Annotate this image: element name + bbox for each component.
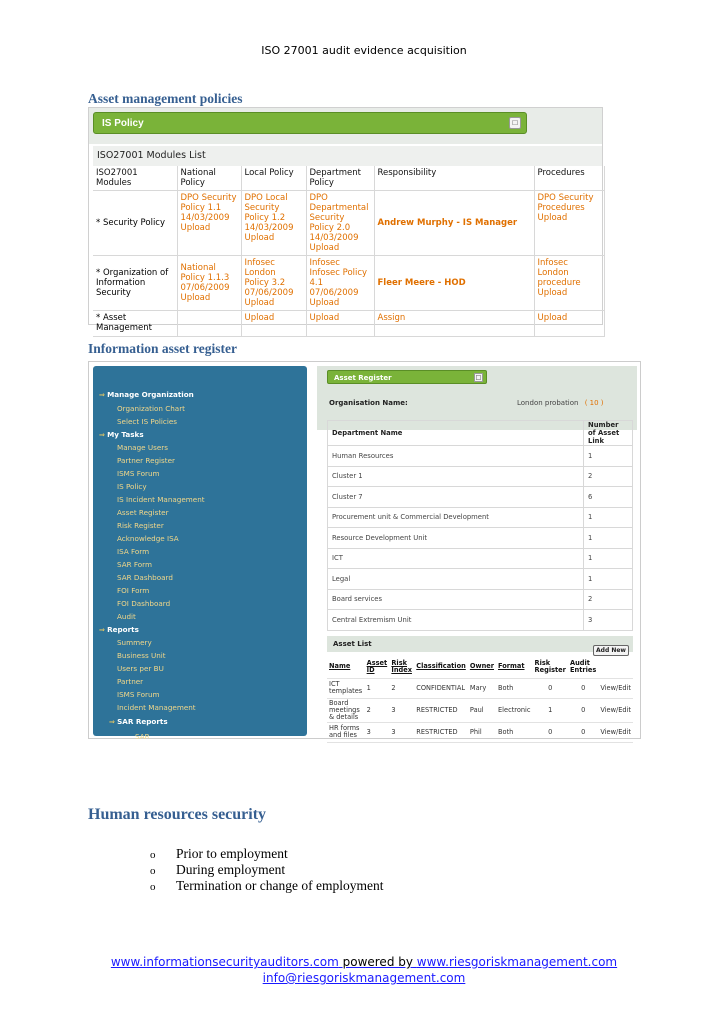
col-header: Procedures — [534, 166, 605, 191]
arrow-icon: ⇒ — [109, 718, 118, 726]
org-value — [517, 399, 604, 407]
local-policy-link[interactable]: Upload — [241, 311, 306, 337]
bullet-icon: o — [150, 849, 156, 861]
sidebar-item[interactable] — [117, 703, 196, 712]
list-item — [150, 878, 384, 894]
sidebar-item[interactable] — [117, 482, 147, 491]
table-row[interactable] — [328, 610, 633, 631]
sidebar-item[interactable] — [117, 612, 136, 621]
view-edit-link[interactable]: View/Edit — [598, 698, 633, 722]
asset-cell-risk: 2 — [389, 678, 414, 698]
local-policy-link[interactable]: Infosec London Policy 3.2 07/06/2009 Upload — [241, 256, 306, 311]
view-edit-link[interactable]: View/Edit — [598, 722, 633, 742]
sidebar-item[interactable] — [99, 390, 194, 399]
table-row[interactable] — [328, 507, 633, 528]
asset-link-count[interactable]: 2 — [584, 466, 633, 487]
col-header: Responsibility — [374, 166, 534, 191]
asset-register-title: Asset Register — [334, 374, 392, 382]
asset-cell-name: ICT templates — [327, 678, 365, 698]
sidebar-item-label: Incident Management — [117, 703, 196, 712]
asset-cell-ae[interactable]: 0 — [568, 678, 598, 698]
page-header: ISO 27001 audit evidence acquisition — [261, 44, 467, 57]
asset-register-screenshot — [88, 361, 641, 739]
footer-link-riesgo[interactable]: www.riesgoriskmanagement.com — [416, 955, 618, 969]
col-header: Risk Index — [389, 656, 414, 678]
asset-register-bar[interactable] — [327, 370, 487, 384]
sidebar-item[interactable] — [117, 456, 175, 465]
asset-cell-name: HR forms and files — [327, 722, 365, 742]
asset-cell-class: RESTRICTED — [414, 722, 468, 742]
sidebar-item-label: ISMS Forum — [117, 469, 160, 478]
sidebar-item-label: Organization Chart — [117, 404, 185, 413]
list-item — [150, 846, 384, 862]
col-header: National Policy — [177, 166, 241, 191]
table-row — [93, 256, 605, 311]
asset-register-main — [317, 366, 637, 738]
sidebar-item[interactable] — [117, 495, 205, 504]
asset-link-count[interactable]: 1 — [584, 507, 633, 528]
department-name: Board services — [328, 589, 584, 610]
module-name: * Security Policy — [93, 191, 177, 256]
sidebar-item[interactable] — [99, 625, 139, 634]
sidebar-item-label: Partner — [117, 677, 144, 686]
table-row[interactable] — [328, 466, 633, 487]
sidebar-item[interactable] — [117, 586, 149, 595]
bullet-icon: o — [150, 865, 156, 877]
sidebar-item-label: IS Incident Management — [117, 495, 205, 504]
list-item-text: During employment — [176, 862, 286, 877]
asset-cell-owner: Phil — [468, 722, 496, 742]
sidebar-item-label: Manage Users — [117, 443, 168, 452]
footer-line-1 — [0, 955, 728, 969]
table-row — [93, 311, 605, 337]
sidebar-item[interactable] — [135, 732, 150, 741]
sidebar-item-label: Business Unit — [117, 651, 166, 660]
col-header: Format — [496, 656, 533, 678]
sidebar-item[interactable] — [117, 469, 160, 478]
section-heading-info-register: Information asset register — [88, 341, 237, 356]
table-row — [327, 678, 633, 698]
sidebar-item[interactable] — [117, 677, 143, 686]
is-policy-bar[interactable] — [93, 112, 527, 134]
table-row — [327, 698, 633, 722]
asset-link-count[interactable]: 1 — [584, 528, 633, 549]
asset-list-table — [327, 656, 633, 743]
hr-bullet-list — [150, 846, 384, 894]
department-policy-link[interactable]: Upload — [306, 311, 374, 337]
sidebar-item-label: SAR Dashboard — [117, 573, 173, 582]
asset-cell-class: RESTRICTED — [414, 698, 468, 722]
org-label: Organisation Name: — [329, 399, 408, 407]
national-policy-link[interactable] — [177, 311, 241, 337]
col-header: Audit Entries — [568, 656, 598, 678]
asset-cell-format: Electronic — [496, 698, 533, 722]
table-row[interactable] — [328, 569, 633, 590]
is-policy-panel — [88, 107, 603, 333]
footer-powered-by: powered by — [342, 955, 413, 969]
department-name: Cluster 1 — [328, 466, 584, 487]
sidebar-item-label: Audit — [117, 612, 136, 621]
asset-link-count[interactable]: 1 — [584, 548, 633, 569]
department-name: Central Extremism Unit — [328, 610, 584, 631]
section-heading-asset-management: Asset management policies — [88, 91, 243, 106]
department-policy-link[interactable]: Infosec Infosec Policy 4.1 07/06/2009 Upload — [306, 256, 374, 311]
sidebar — [93, 366, 307, 741]
table-row — [93, 191, 605, 256]
sidebar-item[interactable] — [117, 664, 164, 673]
sidebar-item-label: SAR Reports — [117, 717, 168, 726]
col-header: Local Policy — [241, 166, 306, 191]
table-header-row — [93, 166, 605, 191]
sidebar-item[interactable] — [117, 404, 185, 413]
arrow-icon: ⇒ — [99, 626, 108, 634]
modules-list-title: ISO27001 Modules List — [93, 146, 602, 166]
asset-cell-id: 3 — [365, 722, 390, 742]
sidebar-item-label: SAR Form — [117, 560, 152, 569]
asset-link-count[interactable]: 1 — [584, 569, 633, 590]
table-row[interactable] — [328, 487, 633, 508]
asset-cell-rr[interactable]: 1 — [533, 698, 568, 722]
asset-cell-id: 2 — [365, 698, 390, 722]
col-header: Number of Asset Link — [584, 421, 633, 446]
department-name: Procurement unit & Commercial Development — [328, 507, 584, 528]
asset-cell-rr[interactable]: 0 — [533, 722, 568, 742]
asset-cell-risk: 3 — [389, 698, 414, 722]
list-item-text: Termination or change of employment — [176, 878, 384, 893]
asset-cell-class: CONFIDENTIAL — [414, 678, 468, 698]
col-header: Classification — [414, 656, 468, 678]
arrow-icon: ⇒ — [99, 391, 108, 399]
is-policy-title: IS Policy — [102, 118, 144, 129]
list-item-text: Prior to employment — [176, 846, 288, 861]
table-row[interactable] — [328, 548, 633, 569]
module-name: * Organization of Information Security — [93, 256, 177, 311]
sidebar-item-label: IS Policy — [117, 482, 147, 491]
table-row[interactable] — [328, 528, 633, 549]
sidebar-item-label: ISA Form — [117, 547, 150, 556]
sidebar-item[interactable] — [117, 560, 152, 569]
col-header: Risk Register — [533, 656, 568, 678]
collapse-toggle-icon[interactable]: □ — [475, 374, 482, 381]
sidebar-item-label: Manage Organization — [107, 390, 194, 399]
col-header: ISO27001 Modules — [93, 166, 177, 191]
sidebar-item-label: My Tasks — [107, 430, 144, 439]
view-edit-link[interactable]: View/Edit — [598, 678, 633, 698]
sidebar-item[interactable] — [117, 573, 173, 582]
sidebar-item-label: FOI Dashboard — [117, 599, 171, 608]
asset-cell-rr[interactable]: 0 — [533, 678, 568, 698]
sidebar-item-label: Reports — [107, 625, 139, 634]
module-name: * Asset Management — [93, 311, 177, 337]
sidebar-item-label: Risk Register — [117, 521, 164, 530]
department-name: Human Resources — [328, 446, 584, 467]
procedures-link[interactable]: DPO Security Procedures Upload — [534, 191, 605, 256]
sidebar-item[interactable] — [117, 599, 170, 608]
col-header: Department Name — [328, 421, 584, 446]
asset-cell-risk: 3 — [389, 722, 414, 742]
asset-cell-id: 1 — [365, 678, 390, 698]
asset-link-count[interactable]: 2 — [584, 589, 633, 610]
sidebar-item-label: Acknowledge ISA — [117, 534, 179, 543]
national-policy-link[interactable]: DPO Security Policy 1.1 14/03/2009 Upload — [177, 191, 241, 256]
sidebar-item[interactable] — [117, 638, 152, 647]
sidebar-item[interactable] — [99, 430, 144, 439]
col-header — [598, 656, 633, 678]
col-header: Owner — [468, 656, 496, 678]
table-row[interactable] — [328, 589, 633, 610]
sidebar-item[interactable] — [117, 508, 169, 517]
modules-table — [93, 166, 605, 337]
sidebar-item[interactable] — [109, 717, 168, 726]
col-header: Name — [327, 656, 365, 678]
department-name: Resource Development Unit — [328, 528, 584, 549]
asset-link-count[interactable]: 1 — [584, 446, 633, 467]
bullet-icon: o — [150, 881, 156, 893]
sidebar-item-label: Users per BU — [117, 664, 164, 673]
section-heading-hr: Human resources security — [88, 806, 267, 823]
is-policy-content — [93, 146, 602, 337]
sidebar-item-label: FOI Form — [117, 586, 150, 595]
asset-cell-name: Board meetings & details — [327, 698, 365, 722]
table-row[interactable] — [328, 446, 633, 467]
sidebar-item-label: Summery — [117, 638, 152, 647]
sidebar-item[interactable] — [117, 534, 179, 543]
asset-list-title: Asset List — [327, 636, 633, 652]
department-name: ICT — [328, 548, 584, 569]
sidebar-item-label: ISMS Forum — [117, 690, 160, 699]
asset-cell-format: Both — [496, 678, 533, 698]
local-policy-link[interactable]: DPO Local Security Policy 1.2 14/03/2009 Upload — [241, 191, 306, 256]
asset-link-count[interactable]: 6 — [584, 487, 633, 508]
sidebar-item-label: Asset Register — [117, 508, 169, 517]
asset-cell-owner: Mary — [468, 678, 496, 698]
responsibility-link[interactable]: Fleer Meere - HOD — [374, 256, 534, 311]
arrow-icon: ⇒ — [99, 431, 108, 439]
asset-cell-ae[interactable]: 0 — [568, 698, 598, 722]
sidebar-item-label: Partner Register — [117, 456, 175, 465]
department-table — [327, 420, 633, 631]
sidebar-item[interactable] — [117, 443, 168, 452]
asset-cell-ae[interactable]: 0 — [568, 722, 598, 742]
org-count[interactable]: ( 10 ) — [584, 399, 604, 407]
department-name: Legal — [328, 569, 584, 590]
col-header: Asset ID — [365, 656, 390, 678]
footer-email[interactable]: info@riesgoriskmanagement.com — [262, 971, 466, 985]
sidebar-item[interactable] — [117, 547, 149, 556]
procedures-link[interactable]: Infosec London procedure Upload — [534, 256, 605, 311]
asset-cell-format: Both — [496, 722, 533, 742]
sidebar-item[interactable] — [117, 651, 166, 660]
procedures-link[interactable]: Upload — [534, 311, 605, 337]
list-item — [150, 862, 384, 878]
asset-cell-owner: Paul — [468, 698, 496, 722]
footer-link-auditors[interactable]: www.informationsecurityauditors.com — [110, 955, 339, 969]
table-row — [327, 722, 633, 742]
table-header-row — [327, 656, 633, 678]
org-name: London probation — [517, 399, 579, 407]
asset-link-count[interactable]: 3 — [584, 610, 633, 631]
collapse-toggle-icon[interactable]: □ — [509, 117, 521, 129]
table-header-row — [328, 421, 633, 446]
department-policy-link[interactable]: DPO Departmental Security Policy 2.0 14/03/2009 Upload — [306, 191, 374, 256]
national-policy-link[interactable]: National Policy 1.1.3 07/06/2009 Upload — [177, 256, 241, 311]
sidebar-item-label: SAR — [135, 732, 150, 741]
sidebar-item-label: Select IS Policies — [117, 417, 178, 426]
sidebar-item[interactable] — [117, 521, 164, 530]
sidebar-item[interactable] — [117, 417, 177, 426]
department-name: Cluster 7 — [328, 487, 584, 508]
responsibility-link[interactable]: Andrew Murphy - IS Manager — [374, 191, 534, 256]
responsibility-link[interactable]: Assign — [374, 311, 534, 337]
col-header: Department Policy — [306, 166, 374, 191]
sidebar-item[interactable] — [117, 690, 160, 699]
add-new-button[interactable]: Add New — [593, 645, 629, 656]
